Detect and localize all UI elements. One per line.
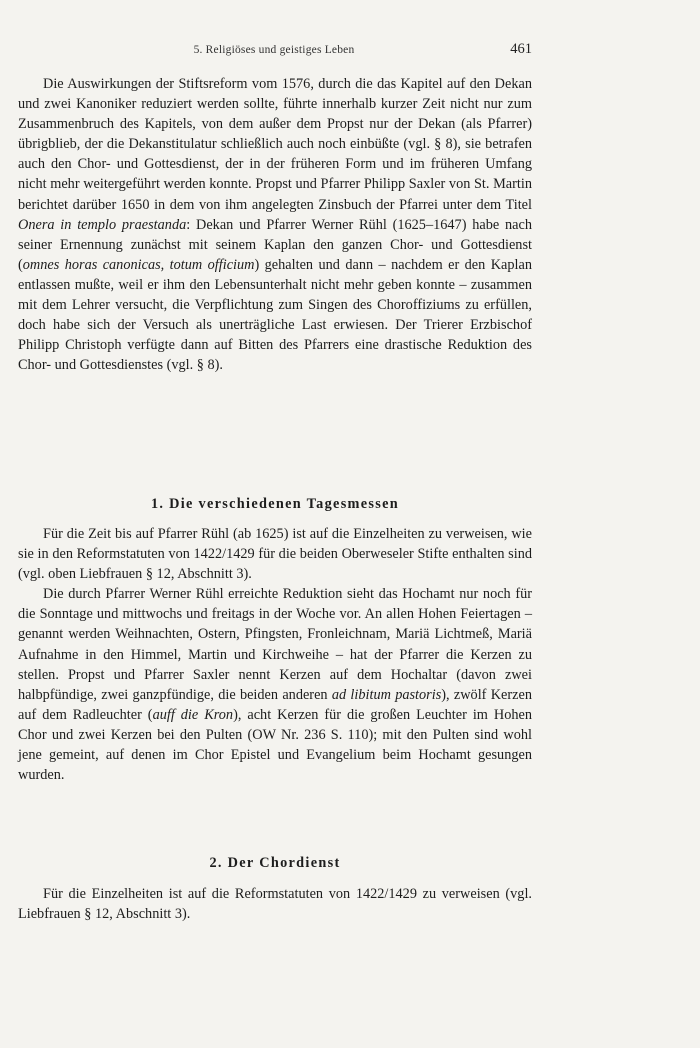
text-run: ), zwölf Kerzen auf dem Radleuchter ( bbox=[18, 686, 532, 723]
section-title: 1. Die verschiedenen Tagesmessen bbox=[150, 496, 400, 512]
text-run: ) gehalten und dann – nachdem er den Kaplan entlassen mußte, weil er ihm den Lebensunterhalt nicht mehr geben konnte – zusammen mit dem Lehrer versucht, die Verpflichtung zum Singen des Choroffiziums zu erfüllen, doch habe sich der Versuch als unerträgliche Last erwiesen. Der Trierer Erzbischof Philipp Christoph verfügte dann auf Bitten des Pfarrers eine drastische Reduktion des Chor- und Gottesdienstes (vgl. § 8). bbox=[18, 256, 532, 374]
quoted-phrase: auff die Kron bbox=[152, 706, 234, 723]
page-number: 461 bbox=[510, 41, 532, 57]
text-run: : Dekan und Pfarrer Werner Rühl (1625–1647) habe nach seiner Ernennung zunächst mit seinem Kaplan den ganzen Chor- und Gottesdienst ( bbox=[18, 216, 532, 273]
latin-phrase: ad libitum pastoris bbox=[331, 686, 442, 703]
intro-section bbox=[18, 74, 532, 375]
section-title: 2. Der Chordienst bbox=[209, 855, 341, 871]
section-heading-2 bbox=[18, 853, 532, 873]
text-run: Die Auswirkungen der Stiftsreform vom 1576, durch die das Kapitel auf den Dekan und zwei Kanoniker reduziert werden sollte, führte innerhalb kurzer Zeit nicht nur zum Zusammenbruch des Kapitels, von dem außer dem Propst nur der Dekan (als Pfarrer) übrigblieb, der die Dekanstitulatur schließlich auch noch einbüßte (vgl. § 8), sie betrafen auch den Chor- und Gottesdienst, der in der früheren Form und im früheren Umfang nicht mehr weitergeführt werden konnte. Propst und Pfarrer Philipp Saxler von St. Martin berichtet darüber 1650 in dem von ihm angelegten Zinsbuch der Pfarrei unter dem Titel bbox=[18, 76, 532, 213]
latin-title: Onera in templo praestanda bbox=[18, 216, 187, 233]
section-1-paragraph-2 bbox=[18, 584, 532, 785]
text-run: Die durch Pfarrer Werner Rühl erreichte Reduktion sieht das Hochamt nur noch für die Sonntage und mittwochs und freitags in der Woche vor. An allen Hohen Feiertagen – genannt werden Weihnachten, Ostern, Pfingsten, Fronleichnam, Mariä Lichtmeß, Mariä Aufnahme in den Himmel, Martin und Kirchweihe – hat der Pfarrer die Kerzen zu stellen. Propst und Pfarrer Saxler nennt Kerzen auf dem Hochaltar (davon zwei halbpfündige, zwei ganzpfündige, die beiden anderen bbox=[18, 586, 532, 703]
intro-paragraph bbox=[18, 74, 532, 375]
latin-phrase: omnes horas canonicas, totum officium bbox=[22, 256, 255, 273]
running-head: 5. Religiöses und geistiges Leben bbox=[193, 44, 355, 56]
section-1-body bbox=[18, 524, 532, 785]
section-heading-1 bbox=[18, 494, 532, 514]
text-run: ), acht Kerzen für die großen Leuchter im Hohen Chor und zwei Kerzen bei den Pulten (OW Nr. 236 S. 110); mit den Pulten sind wohl jene gemeint, auf denen im Chor Epistel und Evangelium beim Hochamt gesungen wurden. bbox=[18, 706, 532, 784]
section-2-body bbox=[18, 884, 532, 924]
section-1-paragraph-1: Für die Zeit bis auf Pfarrer Rühl (ab 1625) ist auf die Einzelheiten zu verweisen, wie sie in den Reformstatuten von 1422/1429 für die beiden Oberweseler Stifte enthalten sind (vgl. oben Liebfrauen § 12, Abschnitt 3). bbox=[18, 526, 532, 583]
section-2-paragraph-1: Für die Einzelheiten ist auf die Reformstatuten von 1422/1429 zu verweisen (vgl. Liebfrauen § 12, Abschnitt 3). bbox=[18, 886, 532, 923]
